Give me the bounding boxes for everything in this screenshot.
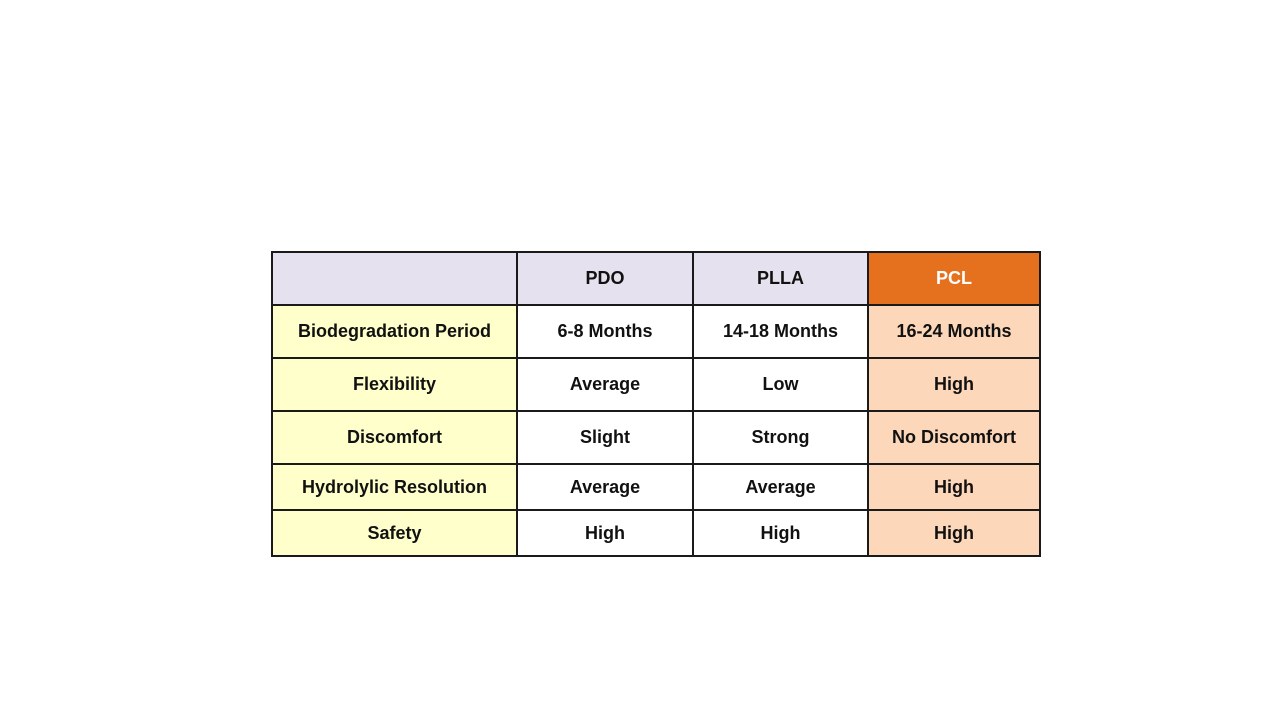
cell-plla: Low (693, 358, 868, 411)
row-label: Biodegradation Period (272, 305, 517, 358)
cell-plla: Average (693, 464, 868, 510)
header-plla: PLLA (693, 252, 868, 305)
cell-pcl: High (868, 358, 1040, 411)
header-pdo: PDO (517, 252, 693, 305)
row-label: Hydrolylic Resolution (272, 464, 517, 510)
row-label: Safety (272, 510, 517, 556)
row-label: Discomfort (272, 411, 517, 464)
cell-plla: Strong (693, 411, 868, 464)
table-row (272, 411, 1040, 464)
cell-pdo: 6-8 Months (517, 305, 693, 358)
cell-pdo: Slight (517, 411, 693, 464)
table-row (272, 305, 1040, 358)
cell-pcl: 16-24 Months (868, 305, 1040, 358)
header-pcl: PCL (868, 252, 1040, 305)
comparison-table (271, 251, 1041, 557)
cell-pdo: High (517, 510, 693, 556)
cell-plla: 14-18 Months (693, 305, 868, 358)
cell-pdo: Average (517, 358, 693, 411)
cell-pcl: High (868, 464, 1040, 510)
table-row (272, 358, 1040, 411)
cell-pcl: No Discomfort (868, 411, 1040, 464)
table-header-row (272, 252, 1040, 305)
header-empty-cell (272, 252, 517, 305)
row-label: Flexibility (272, 358, 517, 411)
cell-plla: High (693, 510, 868, 556)
table-row (272, 464, 1040, 510)
cell-pcl: High (868, 510, 1040, 556)
table-row (272, 510, 1040, 556)
cell-pdo: Average (517, 464, 693, 510)
